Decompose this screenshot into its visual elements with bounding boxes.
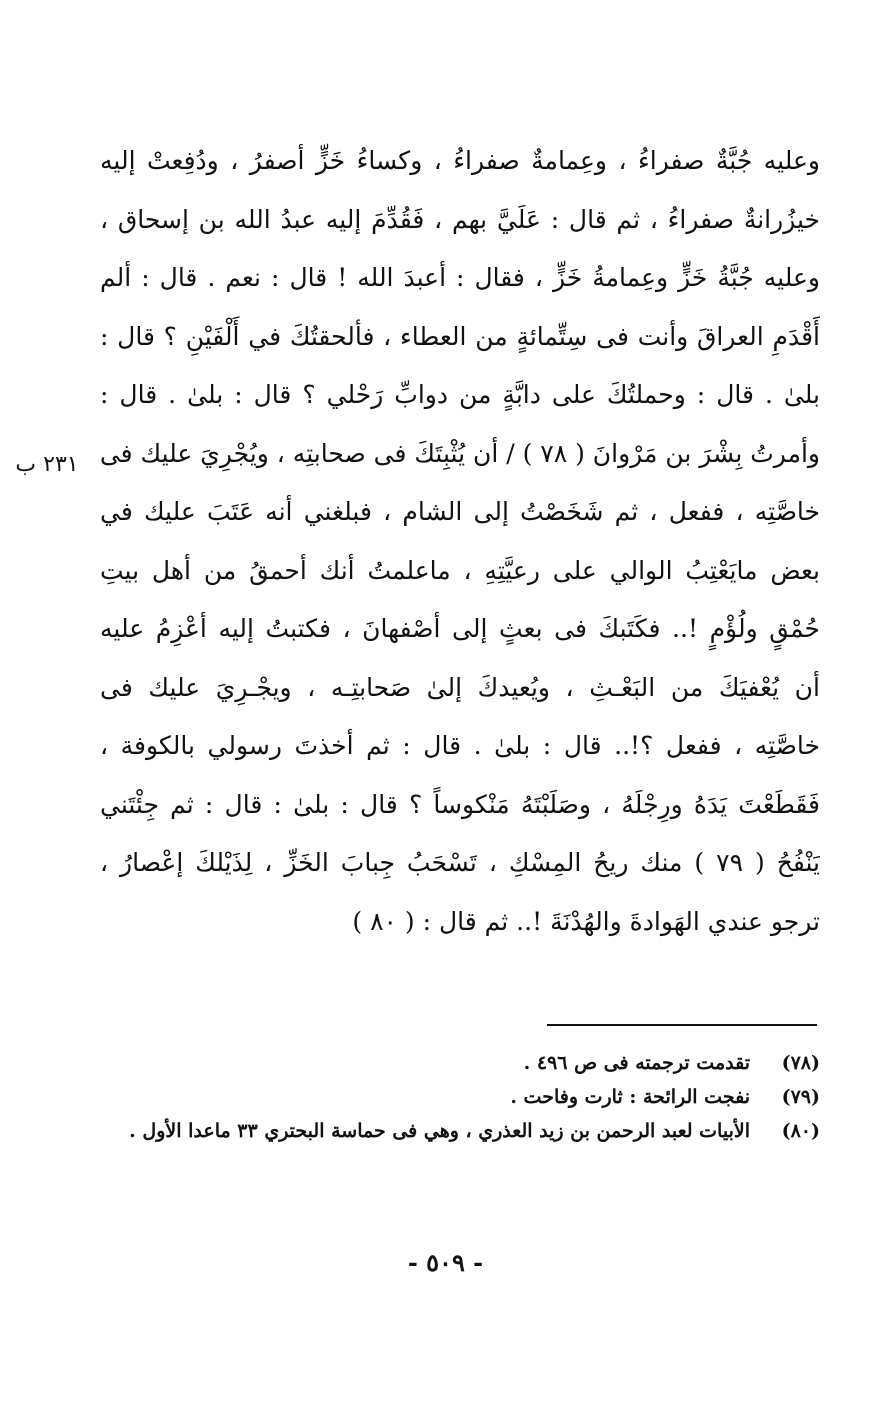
text-line: بعض مايَعْتِبُ الوالي على رعيَّتِهِ ، ماعلمتُ أنك أحمقُ من أهل بيتِ: [100, 555, 820, 585]
text-line: بلىٰ . قال : وحملتُكَ على دابَّةٍ من دوابِّ رَحْلي ؟ قال : بلىٰ . قال :: [100, 380, 820, 409]
footnote-separator-rule: [547, 1024, 817, 1026]
footnote-number: (٧٩): [781, 1086, 820, 1108]
footnote: [100, 1080, 820, 1114]
text-line: خيزُرانةٌ صفراءُ ، ثم قال : عَلَيَّ بهم ، فَقُدِّمَ إليه عبدُ الله بن إسحاق ،: [100, 204, 820, 234]
text-line: أن يُعْفيَكَ من البَعْـثِ ، ويُعيدكَ إلىٰ صَحابتِـه ، ويجْـرِيَ عليك فى: [100, 672, 820, 702]
text-line: خاصَّتِه ، ففعل ، ثم شَخَصْتُ إلى الشام ، فبلغني أنه عَتَبَ عليك في: [100, 497, 820, 526]
footnote-number: (٧٨): [781, 1052, 820, 1074]
text-line: يَنْفُحُ ( ٧٩ ) منك ريحُ المِسْكِ ، تَسْحَبُ جِبابَ الخَزِّ ، لِذَيْلكَ إعْصارُ ،: [100, 848, 820, 877]
text-line: وأمرتُ بِشْرَ بن مَرْوانَ ( ٧٨ ) / أن يُثْبِتَكَ فى صحابتِه ، ويُجْرِيَ عليك فى: [100, 438, 820, 468]
text-line: حُمْقٍ ولُؤْمٍ !.. فكَتَبكَ فى بعثٍ إلى أصْفهانَ ، فكتبتُ إليه أعْزِمُ عليه: [100, 614, 820, 643]
text-line-last: ترجو عندي الهَوادةَ والهُدْنَةَ !.. ثم قال : ( ٨٠ ): [352, 906, 820, 936]
footnote-text: تقدمت ترجمته فى ص ٤٩٦ .: [523, 1052, 750, 1074]
text-line: خاصَّتِه ، ففعل ؟!.. قال : بلىٰ . قال : ثم أخذتَ رسولي بالكوفة ،: [100, 731, 820, 760]
footnote-text: نفجت الرائحة : ثارت وفاحت .: [510, 1086, 750, 1108]
footnote-number: (٨٠): [781, 1120, 820, 1142]
footnote: [100, 1046, 820, 1080]
footnote: [100, 1114, 820, 1148]
text-line: وعليه جُبَّةٌ صفراءُ ، وعِمامةٌ صفراءُ ، وكساءُ خَزٍّ أصفرُ ، ودُفِعتْ إليه: [100, 146, 820, 175]
main-text-block: [100, 132, 820, 951]
margin-folio-reference: ٢٣١ ب: [15, 452, 79, 477]
text-line: أَقْدَمِ العراقَ وأنت فى سِتِّمائةٍ من العطاء ، فألحقتُكَ في أَلْفَيْنِ ؟ قال :: [100, 321, 820, 351]
text-line: وعليه جُبَّةُ خَزٍّ وعِمامةُ خَزٍّ ، فقال : أعبدَ الله ! قال : نعم . قال : ألم: [100, 263, 820, 292]
page-number: - ٥٠٩ -: [407, 1248, 484, 1277]
footnote-text: الأبيات لعبد الرحمن بن زيد العذري ، وهي فى حماسة البحتري ٣٣ ماعدا الأول .: [129, 1120, 750, 1142]
footnotes-block: [100, 1046, 820, 1148]
text-line: فَقَطَعْتَ يَدَهُ ورِجْلَهُ ، وصَلَبْتَهُ مَنْكوساً ؟ قال : بلىٰ : قال : ثم جِئْتَني: [100, 789, 820, 819]
